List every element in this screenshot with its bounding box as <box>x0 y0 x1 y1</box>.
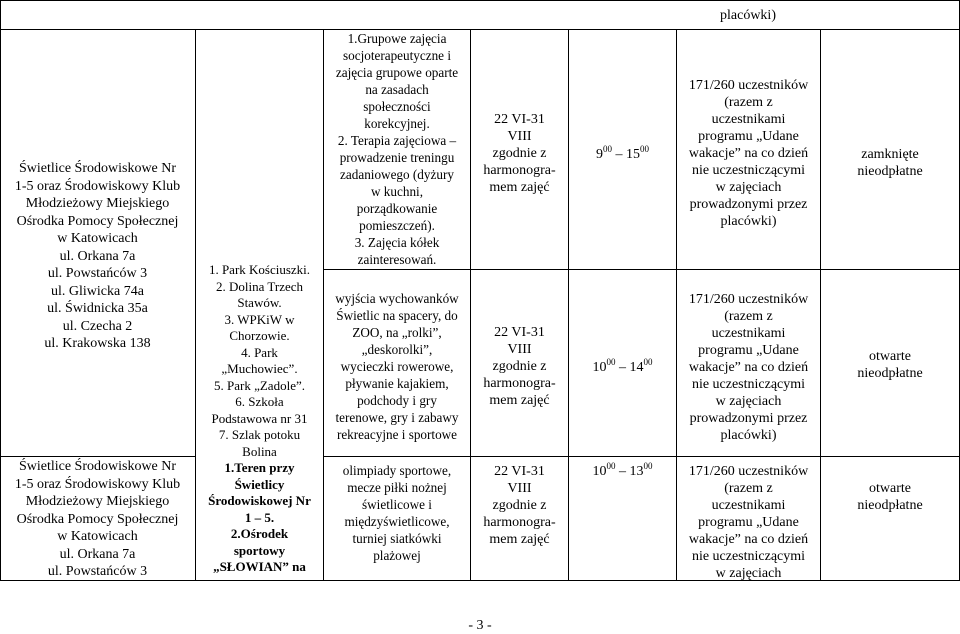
activity-line: mecze piłki nożnej <box>347 480 447 495</box>
hours-from: 9 <box>596 147 603 162</box>
participants-line: programu „Udane <box>698 129 799 144</box>
row-separator <box>323 456 960 457</box>
place-line: Ośrodka Pomocy Społecznej <box>16 213 179 229</box>
venue-line: 1.Teren przy <box>224 460 295 475</box>
date-line: harmonogra- <box>483 376 556 391</box>
column-separator <box>568 29 569 581</box>
participants-cell <box>677 463 820 582</box>
hours-range: $9^{00} - 15^{00}$ <box>596 144 649 162</box>
place-line: ul. Orkana 7a <box>59 546 136 562</box>
participants-line: w zajęciach <box>715 180 782 195</box>
row-separator <box>0 29 960 30</box>
activity-line: świetlicowe i <box>362 497 432 512</box>
activities-cell <box>324 290 470 443</box>
date-line: VIII <box>507 481 532 496</box>
activity-line: międzyświetlicowe, <box>344 514 450 529</box>
hours-to: 15 <box>626 147 640 162</box>
activity-line: 3. Zajęcia kółek <box>354 235 440 250</box>
row-separator <box>323 269 960 270</box>
participants-line: wakacje” na co dzień <box>688 146 809 161</box>
hours-to-minutes: 00 <box>643 461 653 471</box>
place-line: ul. Gliwicka 74a <box>51 283 144 299</box>
venue-line: Środowiskowej Nr <box>208 493 311 508</box>
hours-to: 13 <box>629 464 644 479</box>
status-line: nieodpłatne <box>857 498 923 513</box>
venue-line: 5. Park „Zadole”. <box>214 377 305 393</box>
venue-line: Podstawowa nr 31 <box>211 410 308 426</box>
activity-line: turniej siatkówki <box>352 531 442 546</box>
place-line: w Katowicach <box>57 529 138 544</box>
participants-line: nie uczestniczącymi <box>691 377 806 392</box>
date-line: zgodnie z <box>492 498 547 513</box>
status-line: otwarte <box>869 349 911 364</box>
place-line: Świetlice Środowiskowe Nr <box>18 459 177 474</box>
date-line: harmonogra- <box>483 515 556 530</box>
activity-line: zajęcia grupowe oparte <box>335 65 459 80</box>
activity-line: porządkowanie <box>356 201 438 216</box>
place-line: 1-5 oraz Środowiskowy Klub <box>14 178 181 194</box>
place-cell <box>0 160 195 353</box>
participants-line: w zajęciach <box>715 394 782 409</box>
venue-line: Stawów. <box>237 295 282 310</box>
activities-cell <box>324 30 470 268</box>
activity-line: pływanie kajakiem, <box>345 376 449 391</box>
participants-line: uczestnikami <box>711 326 786 341</box>
participants-line: nie uczestniczącymi <box>691 549 806 564</box>
participants-cell <box>677 77 820 230</box>
activity-line: Świetlic na spacery, do <box>336 308 458 323</box>
participants-line: nie uczestniczącymi <box>691 163 806 178</box>
place-line: ul. Świdnicka 35a <box>47 301 148 316</box>
venue-list <box>196 262 323 576</box>
participants-line: programu „Udane <box>698 343 799 358</box>
date-line: VIII <box>507 342 532 357</box>
venue-line: Świetlicy <box>234 476 285 492</box>
date-line: mem zajęć <box>489 393 550 408</box>
hours-from-minutes: 00 <box>606 357 616 367</box>
date-line: 22 VI-31 <box>494 112 545 127</box>
place-line: 1-5 oraz Środowiskowy Klub <box>14 476 181 492</box>
participants-line: w zajęciach <box>715 566 782 581</box>
place-line: ul. Krakowska 138 <box>44 336 151 351</box>
activity-line: zainteresowań. <box>357 252 437 267</box>
place-line: Młodzieżowy Miejskiego <box>25 196 170 211</box>
date-line: harmonogra- <box>483 163 556 178</box>
status-cell <box>821 146 959 180</box>
participants-line: wakacje” na co dzień <box>688 532 809 547</box>
status-cell <box>821 480 959 514</box>
hours-to-minutes: 00 <box>640 144 649 154</box>
participants-line: uczestnikami <box>711 498 786 513</box>
venue-line: „SŁOWIAN” na <box>213 559 306 574</box>
venue-line: 2. Dolina Trzech <box>215 278 304 294</box>
activity-line: zadaniowego (dyżury <box>340 167 454 182</box>
hours-from-minutes: 00 <box>606 461 616 471</box>
venue-line: 1 – 5. <box>244 509 275 525</box>
participants-line: uczestnikami <box>711 112 786 127</box>
venue-line: 1. Park Kościuszki. <box>208 262 311 277</box>
venue-line: „Muchowiec”. <box>221 361 298 376</box>
venue-line: 4. Park <box>241 344 278 360</box>
participants-line: programu „Udane <box>698 515 799 530</box>
participants-line: 171/260 uczestników <box>688 464 809 479</box>
date-line: mem zajęć <box>489 180 550 195</box>
table-top-border <box>0 0 960 1</box>
hours-from-minutes: 00 <box>603 144 612 154</box>
activity-line: olimpiady sportowe, <box>342 463 452 478</box>
venue-line: 7. Szlak potoku <box>218 427 301 442</box>
activity-line: 2. Terapia zajęciowa – <box>337 133 457 148</box>
venue-line: 3. WPKiW w <box>224 311 295 327</box>
venue-line: 6. Szkoła <box>235 394 284 409</box>
participants-line: 171/260 uczestników <box>688 292 809 307</box>
place-line: ul. Orkana 7a <box>59 248 136 264</box>
date-line: zgodnie z <box>492 146 547 161</box>
date-line: 22 VI-31 <box>494 325 545 340</box>
hours-from: 10 <box>592 464 607 479</box>
participants-line: placówki) <box>720 214 777 229</box>
activity-line: 1.Grupowe zajęcia <box>347 31 447 46</box>
place-line: ul. Powstańców 3 <box>47 564 148 579</box>
row-separator <box>0 456 195 457</box>
venue-line: Bolina <box>242 443 277 459</box>
activity-line: pomieszczeń). <box>359 218 435 233</box>
place-line: Świetlice Środowiskowe Nr <box>18 161 177 176</box>
participants-line: 171/260 uczestników <box>688 78 809 93</box>
place-line: Ośrodka Pomocy Społecznej <box>16 511 179 527</box>
hours-cell <box>569 463 676 480</box>
date-line: VIII <box>507 129 532 144</box>
status-line: zamknięte <box>861 147 919 162</box>
page-number: - 3 - <box>468 618 492 633</box>
hours-range: $10^{00} - 13^{00}$ <box>592 461 653 479</box>
place-cell <box>0 458 195 581</box>
hours-to: 14 <box>629 360 644 375</box>
activity-line: w kuchni, <box>370 184 423 199</box>
hours-from: 10 <box>592 360 607 375</box>
hours-cell <box>569 146 676 163</box>
place-line: w Katowicach <box>57 231 138 246</box>
activity-line: społeczności <box>363 99 431 114</box>
hours-cell <box>569 359 676 376</box>
dates-cell <box>471 463 568 548</box>
place-line: ul. Czecha 2 <box>62 318 133 334</box>
venue-line: sportowy <box>233 542 286 558</box>
date-line: 22 VI-31 <box>494 464 545 479</box>
activity-line: wycieczki rowerowe, <box>340 359 454 374</box>
date-line: zgodnie z <box>492 359 547 374</box>
participants-line: (razem z <box>724 481 773 496</box>
date-line: mem zajęć <box>489 532 550 547</box>
activity-line: korekcyjnej. <box>364 116 430 131</box>
status-line: otwarte <box>869 481 911 496</box>
activity-line: ZOO, na „rolki”, <box>352 325 442 340</box>
activity-line: prowadzenie treningu <box>339 150 455 165</box>
status-cell <box>821 348 959 382</box>
participants-line: (razem z <box>724 309 773 324</box>
top-row-text: placówki) <box>720 8 776 23</box>
activity-line: socjoterapeutyczne i <box>342 48 451 63</box>
dates-cell <box>471 324 568 409</box>
participants-line: (razem z <box>724 95 773 110</box>
activity-line: terenowe, gry i zabawy <box>335 410 459 425</box>
place-line: Młodzieżowy Miejskiego <box>25 494 170 509</box>
activity-line: plażowej <box>373 548 421 563</box>
activity-line: rekreacyjne i sportowe <box>336 427 458 442</box>
status-line: nieodpłatne <box>857 164 923 179</box>
hours-range: $10^{00} - 14^{00}$ <box>592 357 653 375</box>
place-line: ul. Powstańców 3 <box>47 266 148 281</box>
activity-line: podchody i gry <box>357 393 437 408</box>
participants-line: wakacje” na co dzień <box>688 360 809 375</box>
activities-cell <box>324 462 470 564</box>
venue-line: Chorzowie. <box>229 328 290 343</box>
status-line: nieodpłatne <box>857 366 923 381</box>
participants-cell <box>677 291 820 444</box>
activity-line: na zasadach <box>365 82 429 97</box>
participants-line: placówki) <box>720 428 777 443</box>
activity-line: wyjścia wychowanków <box>335 291 459 306</box>
participants-line: prowadzonymi przez <box>689 197 808 212</box>
hours-to-minutes: 00 <box>643 357 653 367</box>
venue-line: 2.Ośrodek <box>230 526 289 541</box>
activity-line: „deskorolki”, <box>361 342 433 357</box>
participants-line: prowadzonymi przez <box>689 411 808 426</box>
dates-cell <box>471 111 568 196</box>
